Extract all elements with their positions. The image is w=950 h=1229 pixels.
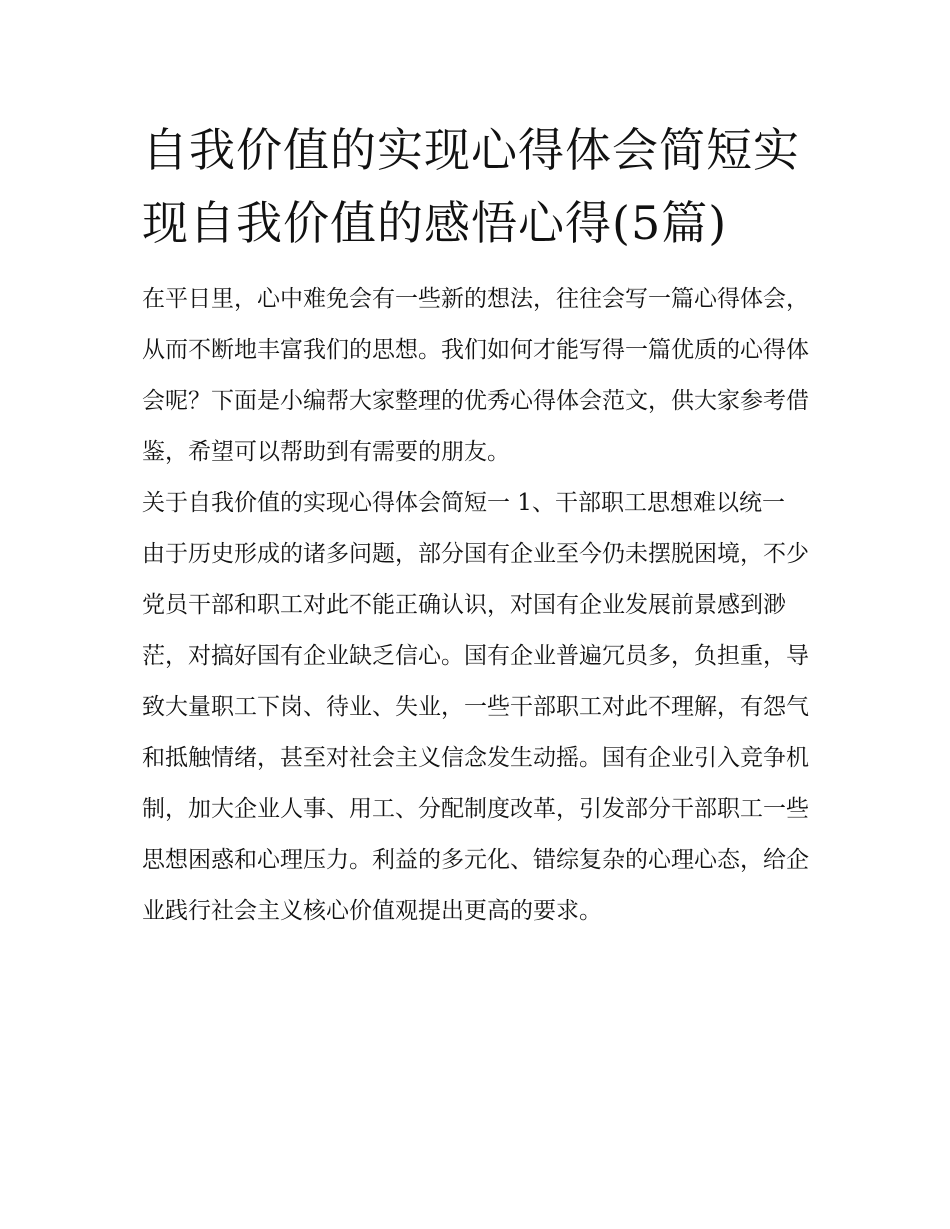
- document-title: 自我价值的实现心得体会简短实现自我价值的感悟心得(5篇): [142, 123, 800, 250]
- body-paragraph: 由于历史形成的诸多问题，部分国有企业至今仍未摆脱困境，不少党员干部和职工对此不能正确认识，对国有企业发展前景感到渺茫，对搞好国有企业缺乏信心。国有企业普遍冗员多，负担重，导致大量职工下岗、待业、失业，一些干部职工对此不理解，有怨气和抵触情绪，甚至对社会主义信念发生动摇。国有企业引入竞争机制，加大企业人事、用工、分配制度改革，引发部分干部职工一些思想困惑和心理压力。利益的多元化、错综复杂的心理心态，给企业践行社会主义核心价值观提出更高的要求。: [142, 541, 809, 924]
- document-body: [142, 274, 814, 937]
- intro-paragraph: 在平日里，心中难免会有一些新的想法，往往会写一篇心得体会，从而不断地丰富我们的思想。我们如何才能写得一篇优质的心得体会呢？下面是小编帮大家整理的优秀心得体会范文，供大家参考借鉴，希望可以帮助到有需要的朋友。: [142, 286, 809, 465]
- section-heading-paragraph: 关于自我价值的实现心得体会简短一 1、干部职工思想难以统一: [142, 490, 785, 516]
- document-page: [142, 114, 814, 937]
